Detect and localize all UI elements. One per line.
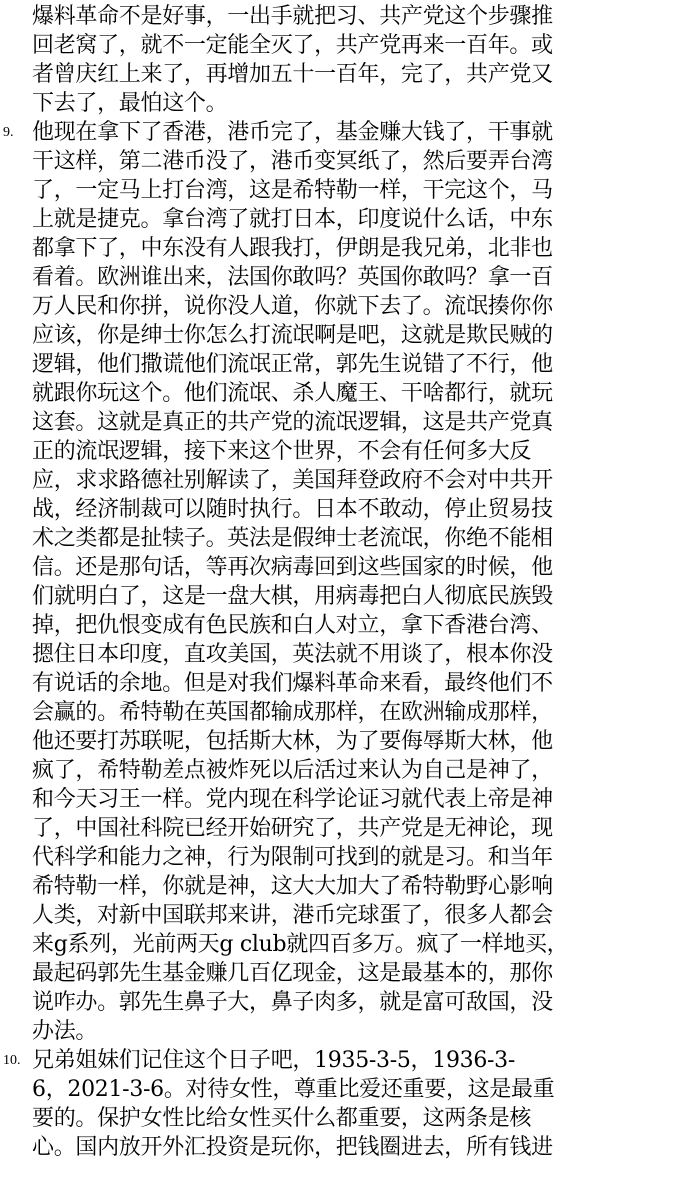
- list-item-line: 会赢的。希特勒在英国都输成那样，在欧洲输成那样，: [32, 700, 553, 725]
- list-item-line: 说咋办。郭先生鼻子大，鼻子肉多，就是富可敌国，没: [32, 990, 553, 1015]
- list-item-line: 他还要打苏联呢，包括斯大林，为了要侮辱斯大林，他: [32, 729, 553, 754]
- list-item-line: 摁住日本印度，直攻美国，英法就不用谈了，根本你没: [32, 642, 553, 667]
- list-item-line: 他现在拿下了香港，港币完了，基金赚大钱了，干事就: [32, 120, 553, 145]
- list-item-line: 万人民和你拼，说你没人道，你就下去了。流氓揍你你: [32, 294, 553, 319]
- list-item-line: 有说话的余地。但是对我们爆料革命来看，最终他们不: [32, 671, 553, 696]
- list-item-line: 战，经济制裁可以随时执行。日本不敢动，停止贸易技: [32, 497, 553, 522]
- list-item-line: 办法。: [32, 1019, 98, 1044]
- list-item-line: 希特勒一样，你就是神，这大大加大了希特勒野心影响: [32, 874, 553, 899]
- list-item-line: 正的流氓逻辑，接下来这个世界，不会有任何多大反: [32, 439, 532, 464]
- list-item-line: 这套。这就是真正的共产党的流氓逻辑，这是共产党真: [32, 410, 553, 435]
- list-item-line: 疯了，希特勒差点被炸死以后活过来认为自己是神了，: [32, 758, 553, 783]
- list-item-line: 掉，把仇恨变成有色民族和白人对立，拿下香港台湾、: [32, 613, 553, 638]
- list-item-line: 最起码郭先生基金赚几百亿现金，这是最基本的，那你: [32, 961, 553, 986]
- list-item-line: 应该，你是绅士你怎么打流氓啊是吧，这就是欺民贼的: [32, 323, 553, 348]
- intro-line: 爆料革命不是好事，一出手就把习、共产党这个步骤推: [32, 4, 553, 29]
- list-item-line: 就跟你玩这个。他们流氓、杀人魔王、干啥都行，就玩: [32, 381, 553, 406]
- list-item-line: 们就明白了，这是一盘大棋，用病毒把白人彻底民族毁: [32, 584, 553, 609]
- list-item-line: 兄弟姐妹们记住这个日子吧，1935-3-5，1936-3-: [32, 1048, 516, 1073]
- list-item-line: 信。还是那句话，等再次病毒回到这些国家的时候，他: [32, 555, 553, 580]
- list-item-line: 术之类都是扯犊子。英法是假绅士老流氓，你绝不能相: [32, 526, 553, 551]
- list-item-line: 代科学和能力之神，行为限制可找到的就是习。和当年: [32, 845, 553, 870]
- list-item-line: 人类，对新中国联邦来讲，港币完球蛋了，很多人都会: [32, 903, 553, 928]
- list-item-line: 心。国内放开外汇投资是玩你，把钱圈进去，所有钱进: [32, 1135, 553, 1160]
- list-item-line: 了，一定马上打台湾，这是希特勒一样，干完这个，马: [32, 178, 553, 203]
- list-item-line: 干这样，第二港币没了，港币变冥纸了，然后要弄台湾: [32, 149, 553, 174]
- list-item-line: 应，求求路德社别解读了，美国拜登政府不会对中共开: [32, 468, 553, 493]
- list-item-number: 10.: [3, 1053, 21, 1068]
- list-item-line: 了，中国社科院已经开始研究了，共产党是无神论，现: [32, 816, 553, 841]
- list-item-line: 和今天习王一样。党内现在科学论证习就代表上帝是神: [32, 787, 553, 812]
- list-item-line: 6，2021-3-6。对待女性，尊重比爱还重要，这是最重: [32, 1077, 555, 1102]
- list-item-line: 来g系列，光前两天g club就四百多万。疯了一样地买，: [32, 932, 569, 957]
- intro-line: 者曾庆红上来了，再增加五十一百年，完了，共产党又: [32, 62, 553, 87]
- list-item-line: 都拿下了，中东没有人跟我打，伊朗是我兄弟，北非也: [32, 236, 553, 261]
- list-item-line: 上就是捷克。拿台湾了就打日本，印度说什么话，中东: [32, 207, 553, 232]
- intro-line: 下去了，最怕这个。: [32, 91, 228, 116]
- list-item-line: 逻辑，他们撒谎他们流氓正常，郭先生说错了不行，他: [32, 352, 553, 377]
- list-item-line: 要的。保护女性比给女性买什么都重要，这两条是核: [32, 1106, 532, 1131]
- list-item-line: 看着。欧洲谁出来，法国你敢吗？英国你敢吗？拿一百: [32, 265, 553, 290]
- intro-line: 回老窝了，就不一定能全灭了，共产党再来一百年。或: [32, 33, 553, 58]
- list-item-number: 9.: [3, 125, 14, 140]
